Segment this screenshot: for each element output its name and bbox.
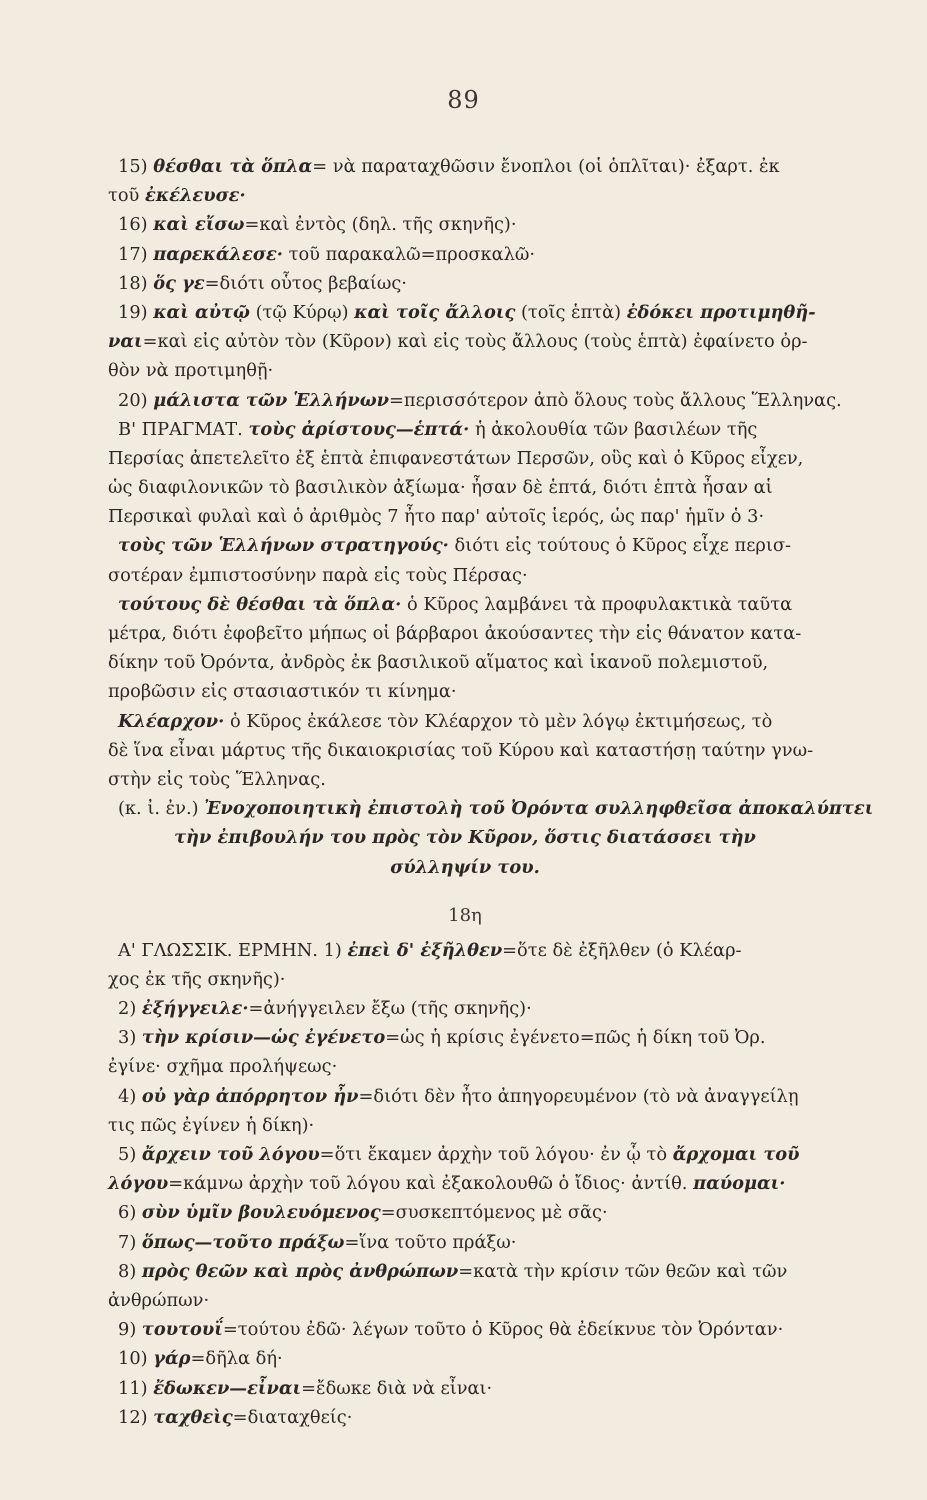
gloss-text: δίκην τοῦ Ὀρόντα, ἀνδρὸς ἐκ βασιλικοῦ αἵματος καὶ ἱκανοῦ πολεμιστοῦ, (108, 652, 769, 674)
lemma-text: ναι (108, 331, 143, 353)
gloss-text: 17) (118, 243, 154, 265)
lemma-text: καὶ αὐτῷ (153, 301, 250, 323)
text-line (108, 965, 822, 994)
gloss-text: 19) (118, 301, 154, 323)
gloss-text: =καὶ εἰς αὐτὸν τὸν (Κῦρον) καὶ εἰς τοὺς ἄλλους (τοὺς ἑπτὰ) ἐφαίνετο ὀρ- (142, 331, 808, 353)
section-header: 18η (448, 904, 482, 926)
gloss-text: 12) (118, 1406, 154, 1428)
gloss-text: τοῦ (108, 185, 146, 207)
lemma-text: τὴν ἐπιβουλήν του πρὸς τὸν Κῦρον, ὅστις διατάσσει τὴν (174, 827, 756, 849)
text-line (108, 386, 842, 415)
gloss-text: =ὅτε δὲ ἐξῆλθεν (ὁ Κλέαρ- (502, 939, 742, 961)
text-line (108, 473, 822, 502)
gloss-text: =ἵνα τοῦτο πράξω· (344, 1231, 517, 1253)
text-line (108, 1286, 822, 1315)
gloss-text: τις πῶς ἐγίνεν ἡ δίκη)· (108, 1114, 315, 1136)
lemma-text: σὺν ὑμῖν βουλευόμενος (141, 1202, 381, 1224)
lemma-text: σύλληψίν του. (390, 856, 540, 878)
gloss-text: 10) (118, 1348, 154, 1370)
lemma-text: ἄρχειν τοῦ λόγου (141, 1144, 320, 1165)
lemma-text: ὅς γε (153, 272, 205, 294)
lemma-text: θέσθαι τὰ ὅπλα (153, 156, 313, 177)
text-line (108, 1403, 822, 1432)
lemma-text: ἐπεὶ δ' ἐξῆλθεν (347, 939, 503, 961)
gloss-text: =καὶ ἐντὸς (δηλ. τῆς σκηνῆς)· (244, 214, 517, 236)
gloss-text: =δῆλα δή· (190, 1348, 283, 1370)
gloss-text: 9) (118, 1319, 142, 1341)
text-line (108, 152, 822, 181)
text-line (108, 619, 822, 648)
gloss-text: =ὅτι ἔκαμεν ἀρχὴν τοῦ λόγου· ἐν ᾧ τὸ (319, 1144, 673, 1165)
page-number: 89 (447, 86, 480, 114)
gloss-text: ὁ Κῦρος λαμβάνει τὰ προφυλακτικὰ ταῦτα (401, 593, 793, 615)
text-line (108, 1315, 822, 1344)
lemma-text: Ἐνοχοποιητικὴ ἐπιστολὴ τοῦ Ὀρόντα συλληφθεῖσα ἀποκαλύπτει (204, 798, 874, 820)
text-line (108, 356, 822, 385)
gloss-text: 3) (118, 1027, 142, 1049)
text-line (108, 736, 822, 765)
text-line (108, 1374, 822, 1403)
gloss-text: 7) (118, 1231, 142, 1253)
lemma-text: παρεκάλεσε· (153, 243, 283, 265)
lemma-text: τοὺς ἀρίστους—ἑπτά· (248, 418, 470, 440)
gloss-text: 2) (118, 998, 142, 1020)
text-line (108, 1344, 822, 1373)
text-line (108, 502, 822, 531)
text-line (108, 1023, 822, 1052)
gloss-text: σοτέραν ἐμπιστοσύνην παρὰ εἰς τοὺς Πέρσας· (108, 564, 528, 586)
gloss-text: =τούτου ἐδῶ· λέγων τοῦτο ὁ Κῦρος θὰ ἐδείκνυε τὸν Ὀρόνταν· (222, 1319, 784, 1341)
gloss-text: =κάμνω ἀρχὴν τοῦ λόγου καὶ ἐξακολουθῶ ὁ ἴδιος· ἀντίθ. (168, 1173, 694, 1195)
gloss-text: 15) (118, 156, 154, 177)
gloss-text: =διαταχθείς· (232, 1406, 353, 1428)
lemma-text: καὶ τοῖς ἄλλοις (354, 301, 516, 323)
text-line (108, 561, 822, 590)
text-line (108, 240, 822, 269)
text-line (108, 298, 822, 327)
text-line (108, 853, 822, 882)
gloss-text: ἀνθρώπων· (108, 1289, 210, 1311)
gloss-text: =περισσότερον ἀπὸ ὅλους τοὺς ἄλλους Ἕλληνας. (389, 389, 842, 411)
gloss-text: 6) (118, 1202, 142, 1224)
lemma-text: Κλέαρχον· (118, 710, 225, 732)
gloss-text: ὁ Κῦρος ἐκάλεσε τὸν Κλέαρχον τὸ μὲν λόγῳ ἐκτιμήσεως, τὸ (224, 710, 773, 732)
gloss-text: στὴν εἰς τοὺς Ἕλληνας. (108, 768, 326, 790)
text-line (108, 210, 822, 239)
text-line (108, 444, 822, 473)
gloss-text: (κ. ἰ. ἐν.) (118, 798, 205, 820)
lemma-text: ἄρχομαι τοῦ (672, 1144, 800, 1165)
lemma-text: παύομαι· (693, 1173, 786, 1195)
lemma-text: ταχθεὶς (153, 1406, 233, 1428)
text-line (108, 181, 822, 210)
gloss-text: = νὰ παραταχθῶσιν ἔνοπλοι (οἱ ὁπλῖται)· ἐξαρτ. ἐκ (312, 156, 780, 177)
text-column (108, 152, 874, 1432)
gloss-text: 11) (118, 1377, 154, 1399)
lemma-text: ἐδόκει προτιμηθῆ- (626, 301, 816, 323)
lemma-text: τοὺς τῶν Ἑλλήνων στρατηγούς· (118, 535, 449, 557)
text-line (108, 648, 822, 677)
gloss-text: 8) (118, 1260, 142, 1282)
gloss-text: προβῶσιν εἰς στασιαστικόν τι κίνημα· (108, 681, 457, 703)
gloss-text: 20) (118, 389, 154, 411)
gloss-text: =συσκεπτόμενος μὲ σᾶς· (380, 1202, 608, 1224)
text-line (108, 677, 822, 706)
lemma-text: πρὸς θεῶν καὶ πρὸς ἀνθρώπων (141, 1260, 459, 1282)
text-line (108, 269, 822, 298)
gloss-text: Β' ΠΡΑΓΜΑΤ. (118, 418, 249, 440)
text-line (108, 1228, 822, 1257)
text-line (108, 707, 822, 736)
lemma-text: καὶ εἴσω (153, 214, 245, 236)
gloss-text: =διότι δὲν ἦτο ἀπηγορευμένον (τὸ νὰ ἀναγγείλῃ (358, 1085, 799, 1107)
text-line (108, 1140, 822, 1169)
gloss-text: 4) (118, 1085, 142, 1107)
gloss-text: =διότι οὗτος βεβαίως· (204, 272, 407, 294)
commentary-block-17 (108, 152, 874, 882)
gloss-text: μέτρα, διότι ἐφοβεῖτο μήπως οἱ βάρβαροι ἀκούσαντες τὴν εἰς θάνατον κατα- (108, 623, 802, 644)
gloss-text: Α' ΓΛΩΣΣΙΚ. ΕΡΜΗΝ. 1) (118, 939, 348, 961)
gloss-text: =ὡς ἡ κρίσις ἐγένετο=πῶς ἡ δίκη τοῦ Ὀρ. (385, 1027, 766, 1049)
gloss-text: τοῦ παρακαλῶ=προσκαλῶ· (282, 243, 536, 265)
gloss-text: ὡς διαφιλονικῶν τὸ βασιλικὸν ἀξίωμα· ἦσαν δὲ ἑπτά, διότι ἑπτὰ ἦσαν αἱ (108, 477, 773, 499)
text-line (108, 794, 874, 823)
text-line (108, 1111, 822, 1140)
lemma-text: τουτουΐ (141, 1319, 223, 1341)
lemma-text: τὴν κρίσιν—ὡς ἐγένετο (141, 1027, 386, 1049)
lemma-text: γάρ (153, 1348, 191, 1370)
lemma-text: λόγου (108, 1173, 169, 1195)
lemma-text: ἔδωκεν—εἶναι (153, 1377, 302, 1399)
gloss-text: 16) (118, 214, 154, 236)
gloss-text: θὸν νὰ προτιμηθῇ· (108, 360, 274, 382)
lemma-text: τούτους δὲ θέσθαι τὰ ὅπλα· (118, 593, 402, 615)
gloss-text: (τοῖς ἑπτὰ) (515, 301, 627, 323)
gloss-text: χος ἐκ τῆς σκηνῆς)· (108, 968, 286, 990)
gloss-text: 5) (118, 1144, 142, 1165)
lemma-text: ἐκέλευσε· (145, 185, 246, 207)
text-line (108, 765, 822, 794)
text-line (108, 415, 822, 444)
text-line (108, 531, 822, 560)
text-line (108, 1052, 822, 1081)
gloss-text: δὲ ἵνα εἶναι μάρτυς τῆς δικαιοκρισίας τοῦ Κύρου καὶ καταστήσῃ ταύτην γνω- (108, 739, 814, 761)
text-line (108, 994, 822, 1023)
lemma-text: ὅπως—τοῦτο πράξω (141, 1231, 345, 1253)
gloss-text: ἡ ἀκολουθία τῶν βασιλέων τῆς (469, 418, 758, 440)
gloss-text: ἐγίνε· σχῆμα προλήψεως· (108, 1056, 338, 1078)
gloss-text: =ἀνήγγειλεν ἔξω (τῆς σκηνῆς)· (248, 998, 532, 1020)
text-line (108, 1198, 822, 1227)
text-line (108, 823, 822, 852)
text-line (108, 1169, 822, 1198)
gloss-text: Περσικαὶ φυλαὶ καὶ ὁ ἀριθμὸς 7 ἦτο παρ' αὐτοῖς ἱερός, ὡς παρ' ἡμῖν ὁ 3· (108, 506, 765, 528)
lemma-text: μάλιστα τῶν Ἑλλήνων (153, 389, 389, 411)
text-line (108, 936, 822, 965)
gloss-text: =κατὰ τὴν κρίσιν τῶν θεῶν καὶ τῶν (458, 1260, 788, 1282)
text-line (108, 1082, 822, 1111)
lemma-text: οὐ γὰρ ἀπόρρητον ἦν (141, 1085, 359, 1107)
text-line (108, 590, 822, 619)
lemma-text: ἐξήγγειλε· (141, 998, 249, 1020)
text-line (108, 1257, 822, 1286)
commentary-block-18 (108, 936, 822, 1432)
text-line (108, 327, 822, 356)
gloss-text: Περσίας ἀπετελεῖτο ἐξ ἑπτὰ ἐπιφανεστάτων Περσῶν, οὓς καὶ ὁ Κῦρος εἶχεν, (108, 447, 804, 469)
gloss-text: (τῷ Κύρῳ) (249, 301, 355, 323)
gloss-text: 18) (118, 272, 154, 294)
gloss-text: =ἔδωκε διὰ νὰ εἶναι· (301, 1377, 493, 1399)
gloss-text: διότι εἰς τούτους ὁ Κῦρος εἶχε περισ- (448, 535, 791, 557)
